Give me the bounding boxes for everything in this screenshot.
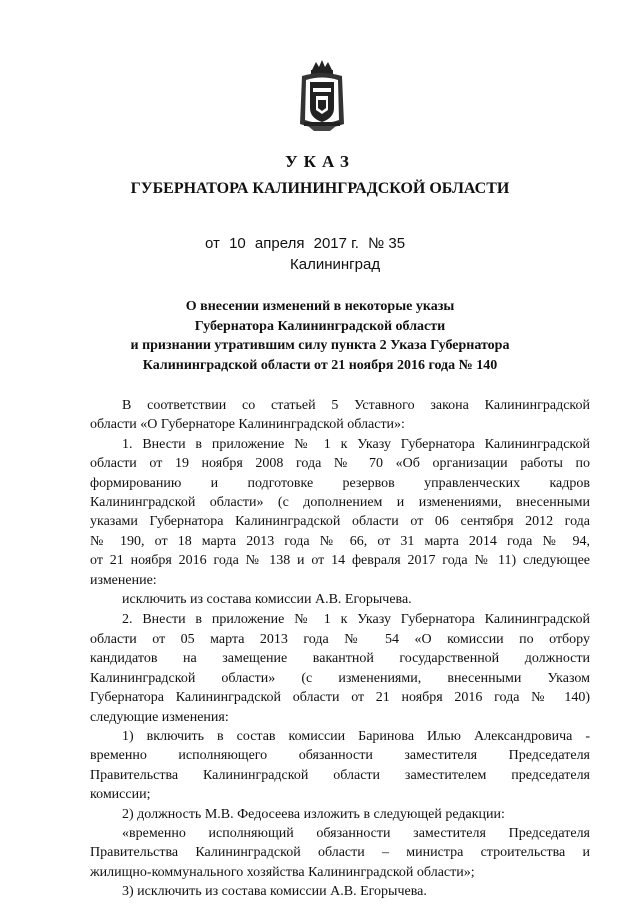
body-line: Правительства Калининградской области – министра строительства и	[90, 845, 590, 861]
body-line: следующие изменения:	[90, 709, 229, 725]
body-line: Калининградской области» (с изменениями, внесенными Указом	[90, 670, 590, 686]
date-year: 2017 г.	[313, 235, 359, 252]
body-line: области «О Губернаторе Калининградской области»:	[90, 417, 405, 433]
body-line: 3) исключить из состава комиссии А.В. Егорычева.	[122, 884, 427, 900]
body-line: Губернатора Калининградской области от 21 ноября 2016 года № 140)	[90, 690, 590, 706]
issuing-authority: ГУБЕРНАТОРА КАЛИНИНГРАДСКОЙ ОБЛАСТИ	[130, 180, 510, 197]
date-month: апреля	[254, 235, 305, 252]
body-line: Калининградской области» (с дополнением и изменениями, внесенными	[90, 495, 590, 511]
body-line: временно исполняющего обязанности заместителя Председателя	[90, 748, 590, 764]
title-line: О внесении изменений в некоторые указы	[185, 299, 455, 314]
title-line: и признании утратившим силу пункта 2 Указа Губернатора	[130, 338, 510, 353]
document-type: УКАЗ	[285, 152, 355, 171]
body-line: изменение:	[90, 572, 157, 588]
decree-body	[90, 396, 590, 902]
body-line: 2) должность М.В. Федосеева изложить в следующей редакции:	[122, 806, 505, 822]
body-line: 1) включить в состав комиссии Баринова Илью Александровича -	[122, 728, 590, 744]
decree-number: № 35	[368, 235, 406, 252]
body-line: указами Губернатора Калининградской области от 06 сентября 2012 года	[90, 514, 590, 530]
body-line: комиссии;	[90, 787, 151, 803]
date-day: 10	[229, 235, 246, 252]
body-line: 1. Внести в приложение № 1 к Указу Губернатора Калининградской	[122, 436, 590, 452]
body-line: области от 19 ноября 2008 года № 70 «Об организации работы по	[90, 456, 590, 472]
body-line: исключить из состава комиссии А.В. Егорычева.	[122, 592, 412, 608]
body-line: области от 05 марта 2013 года № 54 «О комиссии по отбору	[90, 631, 590, 647]
date-line	[205, 235, 410, 252]
city: Калининград	[290, 256, 381, 273]
decree-title	[0, 297, 640, 375]
body-line: от 21 ноября 2016 года № 138 и от 14 февраля 2017 года № 11) следующее	[90, 553, 590, 569]
body-line: № 190, от 18 марта 2013 года № 66, от 31 марта 2014 года № 94,	[90, 533, 590, 549]
title-line: Калининградской области от 21 ноября 2016 года № 140	[142, 357, 498, 373]
body-line: 2. Внести в приложение № 1 к Указу Губернатора Калининградской	[122, 612, 590, 628]
body-line: формированию и подготовке резервов управленческих кадров	[90, 475, 590, 491]
body-line: жилищно-коммунального хозяйства Калининградской области»;	[90, 864, 475, 880]
body-line: Правительства Калининградской области заместителем председателя	[90, 767, 590, 783]
body-line: кандидатов на замещение вакантной государственной должности	[90, 651, 590, 667]
date-prefix: от	[205, 235, 220, 252]
title-line: Губернатора Калининградской области	[194, 318, 446, 334]
kaliningrad-coat-of-arms-icon	[296, 58, 348, 132]
body-line: В соответствии со статьей 5 Уставного закона Калининградской	[122, 398, 590, 413]
body-line: «временно исполняющий обязанности заместителя Председателя	[122, 825, 590, 841]
